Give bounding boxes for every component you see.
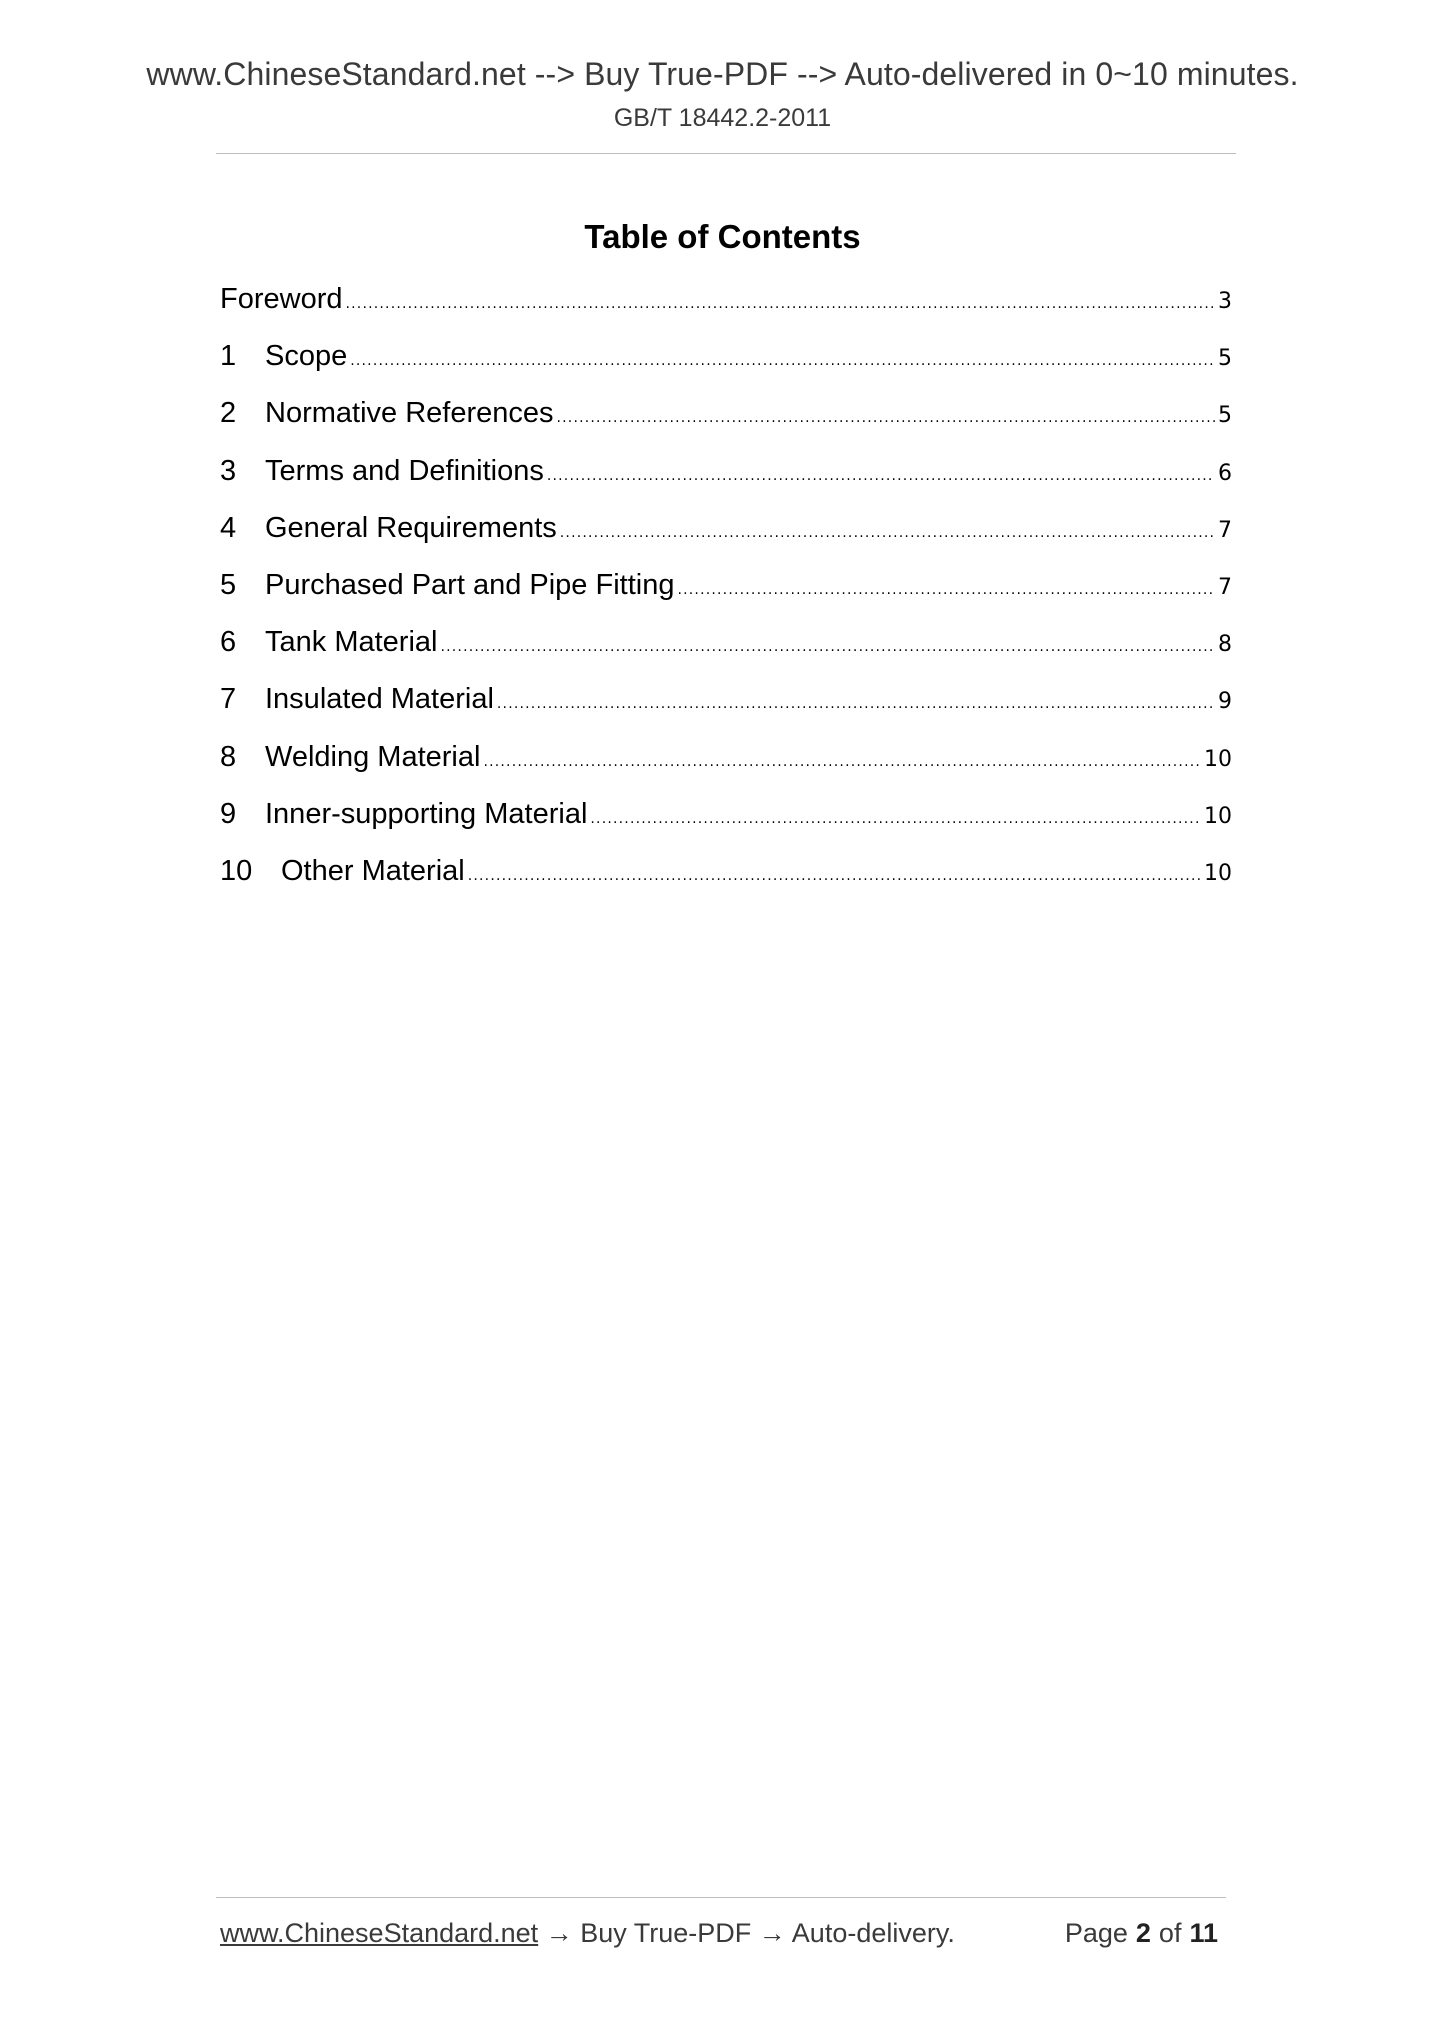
page-indicator <box>1065 1918 1218 1949</box>
toc-entry-number: 9 <box>220 797 237 830</box>
toc-entry-label: Other Material <box>281 854 465 887</box>
footer-site-link[interactable]: www.ChineseStandard.net <box>220 1918 539 1948</box>
header-divider <box>216 153 1236 154</box>
toc-entry-number: 5 <box>220 568 237 601</box>
toc-entry-label: Scope <box>265 340 348 373</box>
toc-entry-label: Normative References <box>265 397 554 430</box>
toc-dot-leader <box>468 868 1201 884</box>
toc-entry-label: Purchased Part and Pipe Fitting <box>265 568 675 601</box>
table-of-contents <box>220 283 1232 912</box>
toc-entry-page: 10 <box>1204 803 1232 829</box>
toc-entry-purchased-part[interactable] <box>220 569 1232 626</box>
page-word: Page <box>1064 1918 1128 1948</box>
total-page-number: 11 <box>1189 1918 1218 1948</box>
toc-entry-number: 4 <box>220 511 237 544</box>
toc-dot-leader <box>590 811 1201 827</box>
toc-entry-tank-material[interactable] <box>220 626 1232 683</box>
toc-title: Table of Contents <box>584 218 861 255</box>
toc-entry-page: 3 <box>1218 289 1232 314</box>
toc-entry-page: 6 <box>1218 460 1232 486</box>
toc-entry-page: 9 <box>1218 689 1232 715</box>
toc-entry-number: 2 <box>220 397 237 430</box>
toc-dot-leader <box>440 639 1215 655</box>
toc-dot-leader <box>557 410 1216 426</box>
toc-entry-insulated-material[interactable] <box>220 683 1232 740</box>
toc-entry-normative-references[interactable] <box>220 397 1232 454</box>
toc-entry-label: Foreword <box>220 283 343 315</box>
toc-dot-leader <box>350 353 1215 369</box>
toc-entry-page: 8 <box>1218 632 1232 658</box>
toc-entry-number: 7 <box>220 683 237 716</box>
toc-entry-number: 6 <box>220 626 237 659</box>
current-page-number: 2 <box>1135 1918 1151 1948</box>
toc-entry-number: 8 <box>220 740 237 773</box>
footer-promo <box>220 1918 955 1949</box>
toc-entry-label: Welding Material <box>265 740 481 773</box>
document-code: GB/T 18442.2-2011 <box>613 104 832 132</box>
toc-dot-leader <box>677 582 1215 598</box>
toc-entry-terms-and-definitions[interactable] <box>220 455 1232 512</box>
toc-dot-leader <box>483 754 1201 770</box>
toc-entry-page: 7 <box>1218 517 1232 543</box>
toc-entry-label: Inner-supporting Material <box>265 797 588 830</box>
toc-entry-number: 1 <box>220 340 237 373</box>
header-banner: www.ChineseStandard.net --> Buy True-PDF --> Auto-delivered in 0~10 minutes. <box>146 56 1299 92</box>
toc-entry-label: Terms and Definitions <box>265 454 544 487</box>
of-word: of <box>1158 1918 1182 1948</box>
toc-entry-welding-material[interactable] <box>220 741 1232 798</box>
toc-entry-label: Insulated Material <box>265 683 494 716</box>
toc-entry-inner-supporting-material[interactable] <box>220 798 1232 855</box>
toc-entry-page: 10 <box>1204 746 1232 772</box>
arrow-right-icon: → <box>545 1918 573 1948</box>
toc-entry-scope[interactable] <box>220 340 1232 397</box>
footer-divider <box>216 1897 1226 1898</box>
arrow-right-icon: → <box>758 1918 786 1948</box>
toc-dot-leader <box>346 296 1216 312</box>
toc-entry-number: 3 <box>220 454 237 487</box>
toc-entry-page: 10 <box>1204 860 1232 886</box>
toc-dot-leader <box>497 696 1215 712</box>
toc-entry-page: 5 <box>1218 403 1232 429</box>
toc-entry-page: 7 <box>1218 574 1232 600</box>
toc-entry-other-material[interactable] <box>220 855 1232 912</box>
toc-dot-leader <box>560 525 1215 541</box>
footer-delivery-text: Auto-delivery. <box>791 1918 955 1948</box>
footer-buy-text: Buy True-PDF <box>580 1918 752 1948</box>
toc-dot-leader <box>547 468 1215 484</box>
toc-entry-label: Tank Material <box>265 626 438 659</box>
toc-entry-label: General Requirements <box>265 511 557 544</box>
toc-entry-general-requirements[interactable] <box>220 512 1232 569</box>
toc-entry-number: 10 <box>220 854 253 887</box>
toc-entry-page: 5 <box>1218 346 1232 372</box>
toc-entry-foreword[interactable] <box>220 283 1232 340</box>
